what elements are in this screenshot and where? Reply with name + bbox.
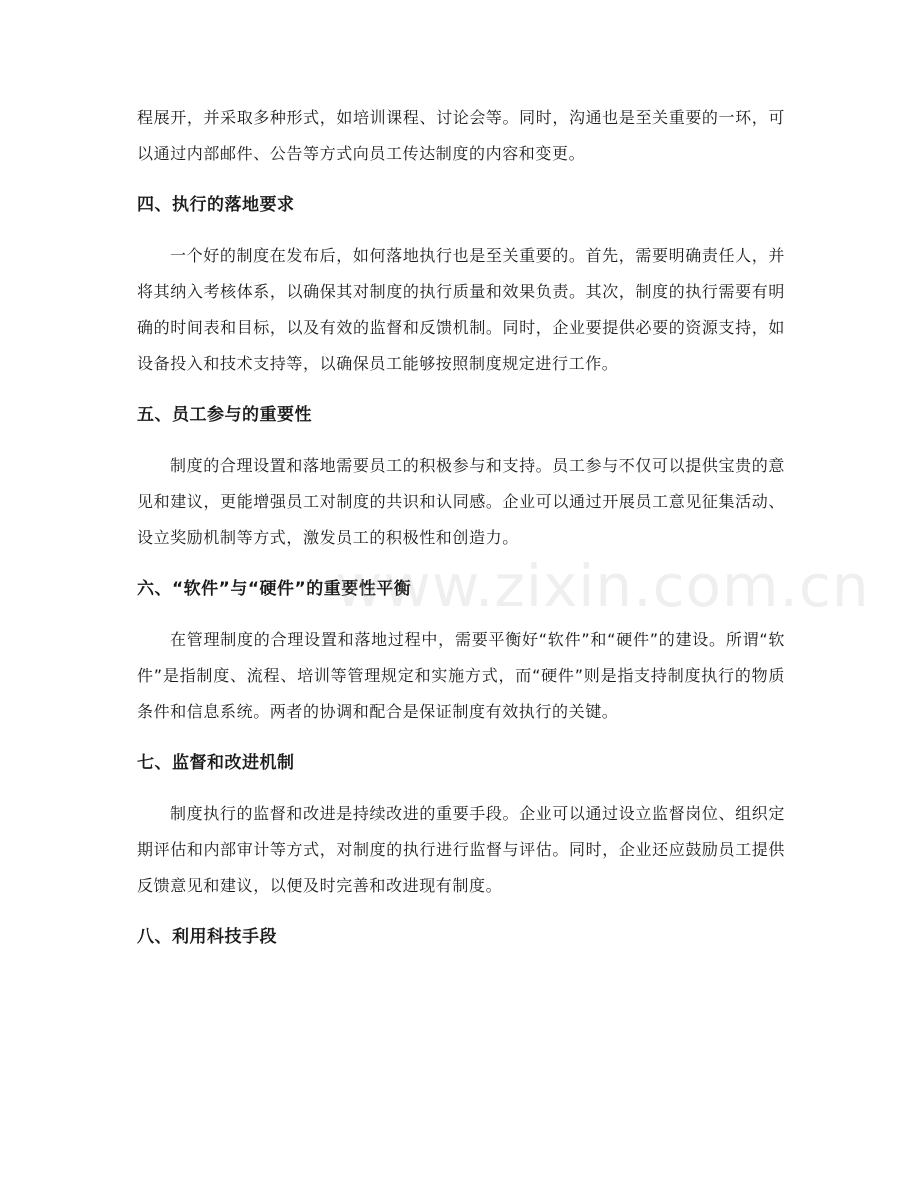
section-body-7: 制度执行的监督和改进是持续改进的重要手段。企业可以通过设立监督岗位、组织定期评估和内部审计等方式，对制度的执行进行监督与评估。同时，企业还应鼓励员工提供反馈意见和建议，以便及时完善和改进现有制度。 [137, 804, 785, 895]
section-heading-7: 七、监督和改进机制 [137, 753, 295, 773]
watermark-text: www.zixin.com.cn [335, 552, 870, 620]
intro-paragraph: 程展开，并采取多种形式，如培训课程、讨论会等。同时，沟通也是至关重要的一环，可以通过内部邮件、公告等方式向员工传达制度的内容和变更。 [137, 108, 785, 163]
document-content [137, 100, 785, 955]
section-body-6: 在管理制度的合理设置和落地过程中，需要平衡好“软件”和“硬件”的建设。所谓“软件”是指制度、流程、培训等管理规定和实施方式，而“硬件”则是指支持制度执行的物质条件和信息系统。两者的协调和配合是保证制度有效执行的关键。 [137, 630, 785, 721]
section-heading-5: 五、员工参与的重要性 [137, 405, 312, 425]
section-heading-6: 六、“软件”与“硬件”的重要性平衡 [137, 579, 412, 599]
section-heading-4: 四、执行的落地要求 [137, 195, 295, 215]
section-body-4: 一个好的制度在发布后，如何落地执行也是至关重要的。首先，需要明确责任人，并将其纳入考核体系，以确保其对制度的执行质量和效果负责。其次，制度的执行需要有明确的时间表和目标，以及有效的监督和反馈机制。同时，企业要提供必要的资源支持，如设备投入和技术支持等，以确保员工能够按照制度规定进行工作。 [137, 246, 785, 373]
section-body-5: 制度的合理设置和落地需要员工的积极参与和支持。员工参与不仅可以提供宝贵的意见和建议，更能增强员工对制度的共识和认同感。企业可以通过开展员工意见征集活动、设立奖励机制等方式，激发员工的积极性和创造力。 [137, 456, 785, 547]
section-heading-8: 八、利用科技手段 [137, 927, 277, 947]
